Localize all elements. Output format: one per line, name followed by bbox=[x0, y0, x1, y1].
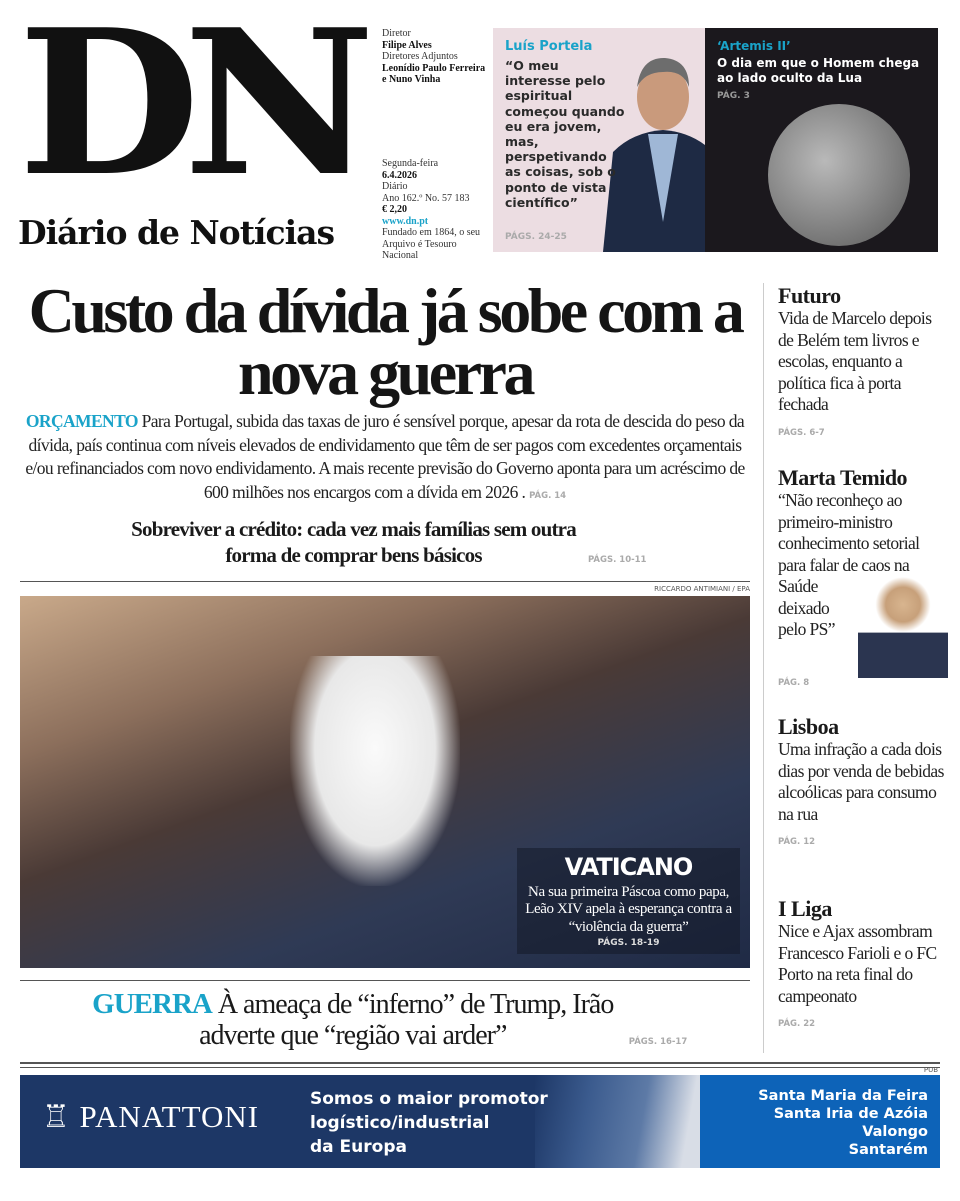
main-headline[interactable]: Custo da dívida já sobe com a nova guerra bbox=[28, 275, 742, 408]
sidebar-head: Lisboa bbox=[778, 714, 839, 739]
sidebar-head: I Liga bbox=[778, 896, 832, 921]
deputies-names: Leonídio Paulo Ferreira e Nuno Vinha bbox=[382, 62, 486, 85]
guerra-headline[interactable] bbox=[20, 989, 750, 1058]
sidebar-head: Futuro bbox=[778, 283, 841, 308]
teaser-quote: “O meu interesse pelo espiritual começou quando eu era jovem, mas, perspetivando as coisas, sob o ponto de vista científico” bbox=[505, 58, 625, 210]
dn-logo[interactable]: DN bbox=[18, 0, 359, 221]
location: Santarém bbox=[848, 1142, 928, 1158]
ad-brand bbox=[42, 1099, 259, 1135]
location: Santa Iria de Azóia bbox=[773, 1106, 928, 1122]
teaser-portela[interactable] bbox=[493, 28, 705, 252]
director-label: Diretor bbox=[382, 28, 411, 39]
guerra-text: À ameaça de “inferno” de Trump, Irão adverte que “região vai arder” bbox=[199, 989, 614, 1051]
teaser-artemis[interactable] bbox=[705, 28, 938, 252]
sidebar-text: Nice e Ajax assombram Francesco Farioli e o FC Porto na reta final do campeonato bbox=[778, 921, 937, 1006]
teaser-name: Luís Portela bbox=[505, 39, 593, 54]
frequency: Diário bbox=[382, 181, 408, 192]
slogan-line: logístico/industrial bbox=[310, 1113, 490, 1133]
teaser-pages: PÁG. 3 bbox=[717, 91, 750, 101]
founded-note: Fundado em 1864, o seu Arquivo é Tesouro Nacional bbox=[382, 227, 481, 261]
sidebar-pages: PÁG. 8 bbox=[778, 678, 810, 688]
lead-kicker: ORÇAMENTO bbox=[25, 411, 138, 431]
secondary-headline[interactable] bbox=[20, 516, 750, 573]
sidebar-pages: PÁGS. 6-7 bbox=[778, 427, 825, 438]
sidebar-text: Vida de Marcelo depois de Belém tem livros e escolas, enquanto a política fica à porta fechada bbox=[778, 308, 932, 414]
location: Valongo bbox=[862, 1124, 928, 1140]
sub-text: Sobreviver a crédito: cada vez mais famílias sem outra forma de comprar bens básicos bbox=[131, 517, 576, 567]
issue-info bbox=[382, 158, 492, 262]
divider bbox=[20, 980, 750, 981]
price: € 2,20 bbox=[382, 204, 407, 215]
divider bbox=[20, 1062, 940, 1064]
caption-text: Na sua primeira Páscoa como papa, Leão XIV apela à esperança contra a “violência da guerra” bbox=[525, 883, 732, 935]
panattoni-logo-icon: ♖ bbox=[42, 1099, 80, 1134]
ad-label: PUB bbox=[923, 1066, 938, 1074]
lead-text: Para Portugal, subida das taxas de juro é sensível porque, apesar da rota de descida do peso da dívida, país continua com níveis elevados de endividamento que têm de ser pagos com excedentes orçamentais e/ou refinanciados com novo endividamento. A mais recente previsão do Governo aponta para um acréscimo de 600 milhões nos encargos com a dívida em 2026 . bbox=[25, 411, 745, 502]
sidebar-item-lisboa[interactable] bbox=[778, 715, 948, 847]
website-link[interactable]: www.dn.pt bbox=[382, 215, 429, 227]
ad-locations bbox=[758, 1087, 928, 1159]
guerra-kicker: GUERRA bbox=[92, 988, 212, 1020]
sub-pages: PÁGS. 10-11 bbox=[587, 555, 647, 565]
caption-kicker: VATICANO bbox=[564, 852, 693, 881]
staff-box bbox=[382, 28, 492, 86]
teaser-title: O dia em que o Homem chega ao lado oculto da Lua bbox=[717, 56, 920, 85]
slogan-line: da Europa bbox=[310, 1137, 407, 1157]
panattoni-ad[interactable] bbox=[20, 1075, 940, 1168]
vatican-photo[interactable] bbox=[20, 596, 750, 968]
lead-pages: PÁG. 14 bbox=[529, 490, 567, 501]
teaser-pages: PÁGS. 24-25 bbox=[505, 232, 567, 242]
sidebar-item-marta-temido[interactable] bbox=[778, 466, 948, 688]
ad-slogan bbox=[310, 1087, 548, 1159]
sidebar-head: Marta Temido bbox=[778, 465, 908, 490]
sidebar-text: “Não reconheço ao primeiro-ministro conhecimento setorial para falar de caos na Saúde deixado pelo PS” bbox=[778, 490, 920, 639]
weekday: Segunda-feira bbox=[382, 158, 439, 169]
warehouse-image bbox=[535, 1075, 710, 1168]
deputies-label: Diretores Adjuntos bbox=[382, 51, 458, 62]
moon-photo bbox=[768, 104, 910, 246]
divider bbox=[20, 1067, 940, 1068]
temido-photo bbox=[858, 576, 948, 678]
location: Santa Maria da Feira bbox=[758, 1088, 928, 1104]
teaser-kicker: ‘Artemis II’ bbox=[717, 39, 791, 53]
sidebar-text-wrap bbox=[778, 490, 948, 641]
sidebar-pages: PÁG. 22 bbox=[778, 1019, 816, 1029]
photo-credit: RICCARDO ANTIMIANI / EPA bbox=[654, 585, 750, 593]
main-lead bbox=[20, 410, 750, 508]
divider bbox=[20, 581, 750, 582]
photo-caption-box bbox=[517, 848, 740, 955]
brand-text: PANATTONI bbox=[79, 1099, 260, 1134]
slogan-line: Somos o maior promotor bbox=[310, 1089, 548, 1109]
caption-pages: PÁGS. 18-19 bbox=[597, 938, 660, 948]
main-column bbox=[20, 275, 750, 1058]
issue-date: 6.4.2026 bbox=[382, 169, 417, 181]
sidebar-text: Uma infração a cada dois dias por venda de bebidas alcoólicas para consumo na rua bbox=[778, 739, 944, 824]
sidebar-item-futuro[interactable] bbox=[778, 284, 948, 438]
pope-figure bbox=[290, 656, 460, 886]
newspaper-name: Diário de Notícias bbox=[18, 213, 335, 252]
sidebar-pages: PÁG. 12 bbox=[778, 837, 816, 847]
issue-number: Ano 162.º No. 57 183 bbox=[382, 192, 470, 204]
sidebar-divider bbox=[763, 283, 764, 1053]
guerra-pages: PÁGS. 16-17 bbox=[628, 1037, 688, 1047]
director-name: Filipe Alves bbox=[382, 39, 432, 51]
sidebar-item-i-liga[interactable] bbox=[778, 897, 948, 1029]
